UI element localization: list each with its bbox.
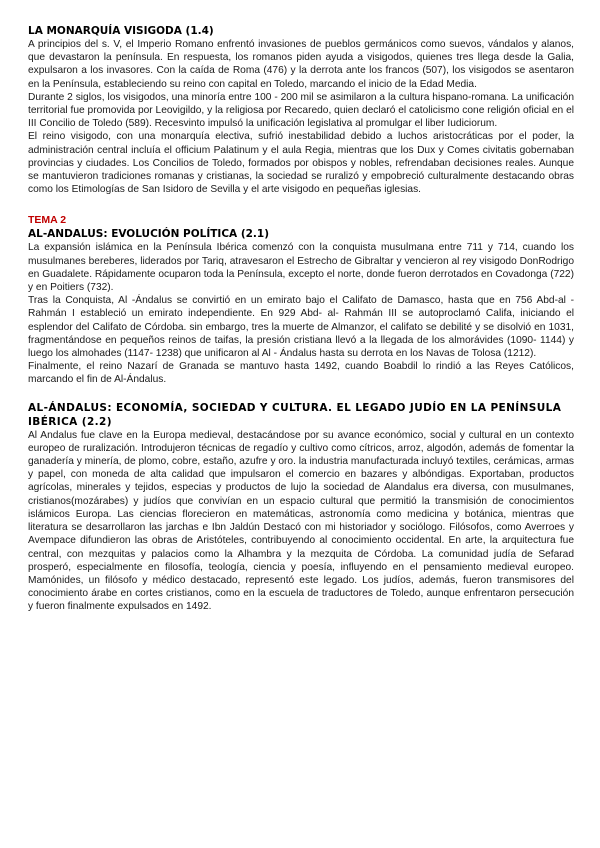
paragraph: El reino visigodo, con una monarquía electiva, sufrió inestabilidad debido a luchos aristocráticas por el poder, la administración central incluía el officium Palatinum y el aula Regia, mientras que los Dux y Comes civitatis gobernaban provincias y ciudades. Los Concilios de Toledo, formados por obispos y nobles, refrendaban decisiones reales. Aunque se mantuvieron tradiciones romanas y cristianas, la sociedad se ruralizó y empobreció culturalmente destacando obras como los Etimologías de San Isidoro de Sevilla y el arte visigodo en pequeñas iglesias. [28, 131, 574, 196]
paragraph: La expansión islámica en la Península Ibérica comenzó con la conquista musulmana entre 711 y 714, cuando los musulmanes bereberes, liderados por Tariq, atravesaron el Estrecho de Gibraltar y vencieron al rey visigodo DonRodrigo en Guadalete. Rápidamente ocuparon toda la Península, excepto el norte, donde fueron derrotados en Covadonga (722) y en Poitiers (732). [28, 242, 574, 294]
section-monarquia-visigoda [28, 24, 574, 196]
section-al-andalus-economia [28, 401, 574, 614]
paragraph: Durante 2 siglos, los visigodos, una minoría entre 100 - 200 mil se asimilaron a la cultura hispano-romana. La unificación territorial fue promovida por Leovigildo, y la religiosa por Recaredo, quien declaró el catolicismo cone religión oficial en el III Concilio de Toledo (589). Recesvinto impulsó la unificación legislativa al promulgar el liber Iudiciorum. [28, 91, 574, 130]
section-title: AL-ANDALUS: EVOLUCIÓN POLÍTICA (2.1) [28, 228, 270, 241]
section-al-andalus-politica [28, 214, 574, 386]
paragraph: Al Andalus fue clave en la Europa medieval, destacándose por su avance económico, social y cultural en un contexto europeo de ruralización. Introdujeron técnicas de regadío y cultivo como cítricos, arroz, algodón, además de fomentar la ganadería y minería, de plomo, cobre, estaño, azufre y oro. la industria manufacturada incluyó textiles, cerámicas, armas y papel, con moneda de alta calidad que impulsaron el comercio en bazares y albóndigas. Exportaban, productos agrícolas, minerales y tejidos, especias y productos de lujo la sociedad de Alandalus era diversa, con musulmanes, cristianos(mozárabes) y judíos que convivían en un espacio cultural que permitió la transmisión de conocimientos islámicos Europa. Las ciencias florecieron en matemáticas, astronomía como medicina y botánica, mientras que literatura se desarrollaron las jarchas e Ibn Jaldún Destacó con mi historiador y sociólogo. Filósofos, como Averroes y Avempace difundieron las obras de Aristóteles, contribuyendo al conocimiento occidental. En arte, la arquitectura fue central, con mezquitas y palacios como la Alhambra y la mezquita de Córdoba. La comunidad judía de Sefarad prosperó, especialmente en filosofía, teología, ciencia y poesía, influyendo en el pensamiento medieval europeo. Mamónides, un filósofo y médico destacado, representó este legado. Los judíos, además, fueron transmisores del conocimiento árabe en cortes cristianos, como en la escuela de traductores de Toledo, aunque enfrentaron persecución y fueron finalmente expulsados en 1492. [28, 429, 574, 613]
tema-label: TEMA 2 [28, 214, 67, 227]
section-title: AL-ÁNDALUS: ECONOMÍA, SOCIEDAD Y CULTURA. EL LEGADO JUDÍO EN LA PENÍNSULA IBÉRICA (2.2) [28, 401, 562, 428]
section-title: LA MONARQUÍA VISIGODA (1.4) [28, 25, 214, 37]
paragraph: A principios del s. V, el Imperio Romano enfrentó invasiones de pueblos germánicos como suevos, vándalos y alanos, que devastaron la península. En respuesta, los romanos piden ayuda a visigodos, quienes tres llega desde la Galia, expulsaron a los invasores. Con la caída de Roma (476) y la derrota ante los francos (507), los visigodos se asentaron en la Península, estableciendo su reino con capital en Toledo, marcando el inicio de la Edad Media. [28, 39, 574, 90]
paragraph: Tras la Conquista, Al -Ándalus se convirtió en un emirato bajo el Califato de Damasco, hasta que en 756 Abd-al - Rahmán I estableció un emirato independiente. En 929 Abd- al- Rahmán III se autoproclamó Califa, iniciando el esplendor del Califato de Córdoba. sin embargo, tres la muerte de Almanzor, el califato se debilité y se disolvió en 1031, fragmentándose en pequeños reinos de taifas, la presión cristiana llevó a la llegada de los almorávides (1090- 1144) y luego los almohades (1147- 1238) que unificaron al Al - Ándalus hasta su derrota en los Navas de Tolosa (1212). [28, 295, 574, 360]
paragraph: Finalmente, el reino Nazarí de Granada se mantuvo hasta 1492, cuando Boabdil lo rindió a las Reyes Católicos, marcando el fin de Al-Ándalus. [28, 361, 574, 386]
